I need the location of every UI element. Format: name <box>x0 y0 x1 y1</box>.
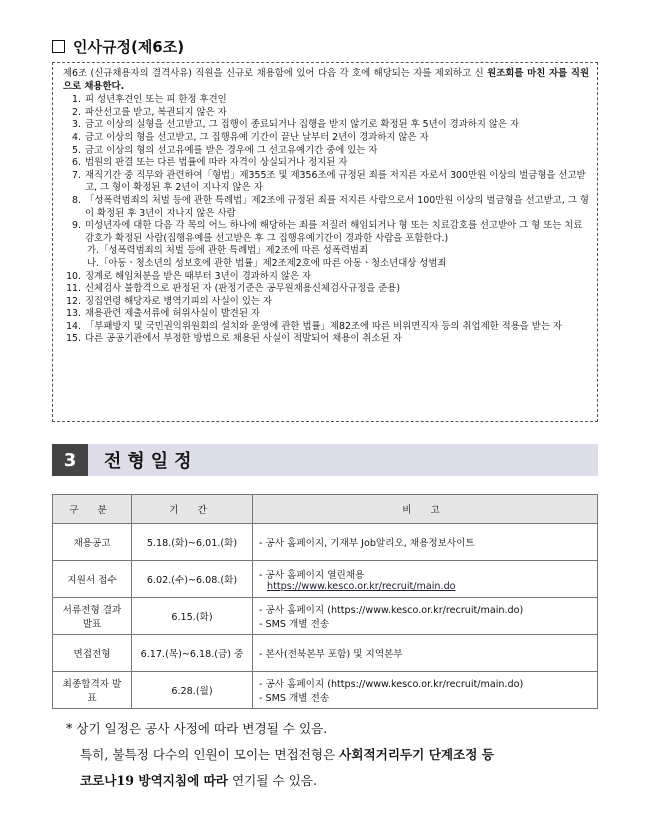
header-notes: 비 고 <box>253 495 598 524</box>
table-row <box>53 598 598 635</box>
row-period: 5.18.(화)~6.01.(화) <box>132 524 253 561</box>
list-item <box>63 283 589 296</box>
checkbox-square-icon <box>52 40 65 53</box>
section-title <box>52 36 184 57</box>
row-label: 채용공고 <box>53 524 132 561</box>
row-label: 면접전형 <box>53 635 132 672</box>
list-item-number: 12. <box>66 295 81 307</box>
list-item-number: 13. <box>66 308 81 320</box>
list-item <box>63 321 589 334</box>
table-row <box>53 672 598 709</box>
list-item <box>63 220 589 245</box>
schedule-table <box>52 494 598 709</box>
list-item <box>63 119 589 132</box>
row-notes <box>253 561 598 598</box>
sub-list-item: 나.「아동ㆍ청소년의 성보호에 관한 법률」제2조제2호에 따른 아동ㆍ청소년대상 성범죄 <box>87 257 447 269</box>
recruit-link[interactable]: https://www.kesco.or.kr/recruit/main.do <box>267 580 456 592</box>
list-item <box>63 107 589 120</box>
list-item-number: 4. <box>72 131 81 143</box>
list-item-text: 징집연령 해당자로 병역기피의 사실이 있는 자 <box>85 295 272 307</box>
note-line: - 공사 홈페이지 (https://www.kesco.or.kr/recruit/main.do) <box>259 679 524 690</box>
regulation-intro-bold: 원조회를 마친 자를 직원으로 채용한다. <box>63 68 590 92</box>
list-item-number: 3. <box>72 119 81 131</box>
row-label: 최종합격자 발표 <box>53 672 132 709</box>
header-period: 기 간 <box>132 495 253 524</box>
list-item-text: 피 성년후견인 또는 피 한정 후견인 <box>85 94 227 106</box>
table-row <box>53 635 598 672</box>
list-item-number: 9. <box>72 220 81 232</box>
note-line: - 본사(전북본부 포함) 및 지역본부 <box>259 649 403 660</box>
list-item-text: 법원의 판결 또는 다른 법률에 따라 자격이 상실되거나 정지된 자 <box>85 157 348 169</box>
note-line: - 공사 홈페이지, 기재부 Job알리오, 채용정보사이트 <box>259 538 475 549</box>
sub-list-item: 가.「성폭력범죄의 처벌 등에 관한 특례법」제2조에 따른 성폭력범죄 <box>87 245 369 257</box>
list-item-text: 금고 이상의 실형을 선고받고, 그 집행이 종료되거나 집행을 받지 않기로 확정된 후 5년이 경과하지 않은 자 <box>85 119 520 131</box>
list-item-text: 금고 이상의 형을 선고받고, 그 집행유예 기간이 끝난 날부터 2년이 경과하지 않은 자 <box>85 131 429 143</box>
list-item-number: 14. <box>66 320 81 332</box>
row-period: 6.02.(수)~6.08.(화) <box>132 561 253 598</box>
list-item-text: 파산선고를 받고, 복권되지 않은 자 <box>85 106 227 118</box>
list-item-text: 금고 이상의 형의 선고유예를 받은 경우에 그 선고유예기간 중에 있는 자 <box>85 144 378 156</box>
regulation-list-2 <box>63 271 589 347</box>
section-header <box>52 444 598 476</box>
footnotes <box>66 716 606 794</box>
list-item-text: 다른 공공기관에서 부정한 방법으로 채용된 사실이 적발되어 채용이 취소된 자 <box>85 333 402 345</box>
row-label: 서류전형 결과발표 <box>53 598 132 635</box>
list-item <box>63 157 589 170</box>
list-item-number: 15. <box>66 333 81 345</box>
row-label: 지원서 접수 <box>53 561 132 598</box>
list-item-text: 채용관련 제출서류에 허위사실이 발견된 자 <box>85 308 260 320</box>
regulation-box <box>52 62 598 422</box>
list-item-text: 징계로 해임처분을 받은 때부터 3년이 경과하지 않은 자 <box>85 270 312 282</box>
list-item-number: 11. <box>66 283 81 295</box>
note-line: - SMS 개별 전송 <box>259 619 330 630</box>
list-item-number: 6. <box>72 157 81 169</box>
list-item <box>63 296 589 309</box>
regulation-intro: 제6조 (신규채용자의 결격사유) 직원을 신규로 채용함에 있어 다음 각 호에 해당되는 자를 제외하고 신 원조회를 마친 자를 직원으로 채용한다. <box>63 68 590 92</box>
table-header-row <box>53 495 598 524</box>
list-item <box>63 132 589 145</box>
list-item-text: 재직기간 중 직무와 관련하여「형법」제355조 및 제356조에 규정된 죄를 저지른 자로서 300만원 이상의 벌금형을 선고받고, 그 형이 확정된 후 2년이 지나지 않은 자 <box>85 169 586 194</box>
row-period: 6.28.(월) <box>132 672 253 709</box>
list-item <box>63 195 589 220</box>
list-item <box>63 94 589 107</box>
header-category: 구 분 <box>53 495 132 524</box>
regulation-list <box>63 94 589 245</box>
row-notes <box>253 672 598 709</box>
list-item <box>63 308 589 321</box>
section-header-title: 전형일정 <box>104 451 198 472</box>
list-item-number: 10. <box>66 270 81 282</box>
list-item <box>63 170 589 195</box>
row-period: 6.17.(목)~6.18.(금) 중 <box>132 635 253 672</box>
list-item <box>63 271 589 284</box>
list-item-text: 미성년자에 대한 다음 각 목의 어느 하나에 해당하는 죄를 저질러 해임되거나 형 또는 치료감호를 선고받아 그 형 또는 치료감호가 확정된 사람(집행유예를 선고받은 후 그 집행유예기간이 경과한 사람을 포함한다.) <box>85 220 583 244</box>
list-item-number: 5. <box>72 144 81 156</box>
list-item-number: 7. <box>72 169 81 181</box>
list-item-text: 「부패방지 및 국민권익위원회의 설치와 운영에 관한 법률」제82조에 따른 비위면직자 등의 취업제한 적용을 받는 자 <box>85 320 562 332</box>
section-title-text: 인사규정(제6조) <box>73 38 185 56</box>
row-notes <box>253 635 598 672</box>
list-item-number: 8. <box>72 194 81 206</box>
footnote-line-3: 코로나19 방역지침에 따라 연기될 수 있음. <box>80 773 317 788</box>
list-item-text: 신체검사 불합격으로 판정된 자 (판정기준은 공무원채용신체검사규정을 준용) <box>85 283 400 295</box>
note-line: - 공사 홈페이지 (https://www.kesco.or.kr/recruit/main.do) <box>259 605 524 616</box>
row-period: 6.15.(화) <box>132 598 253 635</box>
list-item-number: 2. <box>72 106 81 118</box>
list-item-number: 1. <box>72 94 81 106</box>
list-item-text: 「성폭력범죄의 처벌 등에 관한 특례법」제2조에 규정된 죄를 저지른 사람으로서 100만원 이상의 벌금형을 선고받고, 그 형이 확정된 후 3년이 지나지 않은 사람 <box>85 194 589 219</box>
note-line: - SMS 개별 전송 <box>259 693 330 704</box>
list-item <box>63 145 589 158</box>
section-number: 3 <box>52 444 88 476</box>
note-line: - 공사 홈페이지 열린채용 <box>259 569 365 581</box>
regulation-sub-list <box>63 245 589 270</box>
row-notes <box>253 524 598 561</box>
footnote-line-1: * 상기 일정은 공사 사정에 따라 변경될 수 있음. <box>66 721 328 736</box>
footnote-line-2: 특히, 불특정 다수의 인원이 모이는 면접전형은 사회적거리두기 단계조정 등 <box>80 747 494 762</box>
list-item <box>63 333 589 346</box>
row-notes <box>253 598 598 635</box>
table-row <box>53 524 598 561</box>
table-row <box>53 561 598 598</box>
